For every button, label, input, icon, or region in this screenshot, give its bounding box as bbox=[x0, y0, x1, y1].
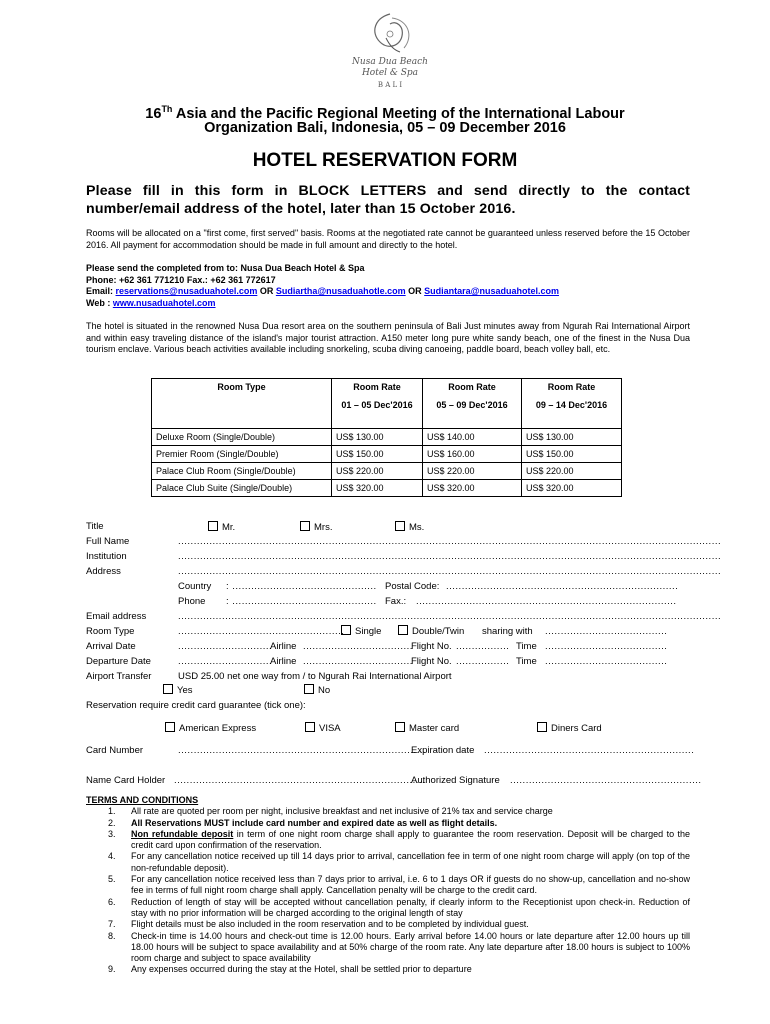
expiration-label: Expiration date bbox=[411, 745, 475, 756]
header-rate-period3 bbox=[522, 379, 622, 429]
title-mr-option[interactable] bbox=[208, 521, 235, 533]
contact-send-to: Please send the completed from to: Nusa Dua Beach Hotel & Spa bbox=[86, 263, 365, 273]
hotel-logo bbox=[330, 10, 450, 92]
country-field[interactable]: : .............................................. bbox=[226, 581, 377, 592]
contact-block bbox=[86, 263, 690, 309]
meeting-title-line2: Organization Bali, Indonesia, 05 – 09 December 2016 bbox=[204, 120, 566, 136]
list-item bbox=[86, 897, 690, 920]
email-label: Email: bbox=[86, 286, 116, 296]
term-text-emphasis: Non refundable deposit bbox=[131, 828, 234, 839]
institution-label: Institution bbox=[86, 551, 127, 562]
rate-cell: US$ 140.00 bbox=[423, 429, 522, 446]
address-field[interactable]: ............................................................................................................................................................................. bbox=[178, 566, 722, 577]
room-type-label: Room Type bbox=[86, 626, 135, 637]
airport-transfer-text: USD 25.00 net one way from / to Ngurah Rai International Airport bbox=[178, 671, 452, 682]
rate-cell: US$ 160.00 bbox=[423, 446, 522, 463]
expiration-field[interactable]: ................................................................... bbox=[484, 745, 695, 756]
header-label: Room Rate bbox=[448, 382, 496, 392]
arrival-date-field[interactable]: .............................. bbox=[178, 641, 273, 652]
transfer-yes-option[interactable] bbox=[163, 684, 193, 696]
sharing-with-label: sharing with bbox=[482, 626, 533, 637]
mr-label: Mr. bbox=[222, 522, 236, 533]
header-rate-period2 bbox=[423, 379, 522, 429]
title-label: Title bbox=[86, 521, 104, 532]
terms-and-conditions bbox=[86, 795, 690, 976]
ms-label: Ms. bbox=[409, 522, 425, 533]
phone-label: Phone bbox=[178, 596, 206, 607]
visa-checkbox[interactable] bbox=[305, 722, 315, 732]
double-twin-label: Double/Twin bbox=[412, 626, 465, 637]
contact-email-line bbox=[86, 286, 690, 298]
arrival-airline-field[interactable]: ................................... bbox=[303, 641, 413, 652]
term-text: in term of one night room charge shall apply to guarantee the room reservation. Deposit will be charged to the credit card upon confirmation of the reservation. bbox=[131, 828, 690, 851]
departure-time-label: Time bbox=[516, 656, 537, 667]
table-row bbox=[152, 446, 622, 463]
term-text: Reduction of length of stay will be accepted without cancellation penalty, if clearly inform to the Receptionist upon check-in. Reduction of stay with no prior information will be charged according to the original length of stay bbox=[131, 896, 690, 918]
institution-field[interactable]: ............................................................................................................................................................................. bbox=[178, 551, 722, 562]
terms-heading: TERMS AND CONDITIONS bbox=[86, 795, 199, 805]
rate-cell: US$ 130.00 bbox=[332, 429, 423, 446]
logo-line3: B A L I bbox=[377, 81, 403, 89]
mastercard-label: Master card bbox=[409, 723, 460, 734]
no-label: No bbox=[318, 685, 331, 696]
term-text: Check-in time is 14.00 hours and check-out time is 12.00 hours. Early arrival before 14.00 hours or late departure after 12.00 hours up till 18.00 hours will be subject to space availability and at 50% charge of the room rate. Any late departure after 18.00 hours is subject to 100% room charge and subject to space availability bbox=[131, 930, 690, 964]
rate-cell: US$ 320.00 bbox=[332, 480, 423, 497]
email-link-reservations[interactable]: reservations@nusaduahotel.com bbox=[115, 286, 258, 296]
term-number: 5. bbox=[108, 874, 116, 885]
country-label: Country bbox=[178, 581, 212, 592]
double-twin-checkbox[interactable] bbox=[398, 625, 408, 635]
rate-cell: US$ 220.00 bbox=[423, 463, 522, 480]
mrs-checkbox[interactable] bbox=[300, 521, 310, 531]
address-label: Address bbox=[86, 566, 121, 577]
list-item bbox=[86, 964, 690, 975]
amex-option[interactable] bbox=[165, 722, 256, 734]
website-link[interactable]: www.nusaduahotel.com bbox=[112, 297, 216, 308]
meeting-ordinal: 16 bbox=[145, 105, 162, 122]
full-name-label: Full Name bbox=[86, 536, 130, 547]
mrs-label: Mrs. bbox=[314, 522, 333, 533]
list-item bbox=[86, 931, 690, 965]
ms-checkbox[interactable] bbox=[395, 521, 405, 531]
table-row bbox=[152, 480, 622, 497]
meeting-line1-text: Asia and the Pacific Regional Meeting of the International Labour bbox=[172, 105, 625, 122]
header-label: Room Type bbox=[217, 382, 266, 392]
meeting-ordinal-suffix: Th bbox=[161, 104, 173, 114]
web-label: Web : bbox=[86, 297, 113, 308]
list-item bbox=[86, 919, 690, 930]
email-link-sudiartha[interactable]: Sudiartha@nusaduahotle.com bbox=[275, 286, 406, 296]
term-text: For any cancellation notice received less than 7 days prior to arrival, i.e. 6 to 1 days OR if guests do no show-up, cancellation and no-show fee in terms of full night room charge shall apply. Cancellation penalty will be charge to the credit card. bbox=[131, 874, 690, 896]
departure-airline-field[interactable]: ................................... bbox=[303, 656, 413, 667]
email-address-label: Email address bbox=[86, 611, 147, 622]
postal-code-label: Postal Code: bbox=[385, 581, 440, 592]
double-twin-option[interactable] bbox=[398, 625, 464, 637]
rate-cell: US$ 220.00 bbox=[332, 463, 423, 480]
hotel-description: The hotel is situated in the renowned Nusa Dua resort area on the southern peninsula of Bali Just minutes away from Ngurah Rai International Airport and within easy traveling distance of the island's major tourist attraction. A150 meter long pure white sandy beach, one of the finest in the Nusa Dua tourism enclave. Various beach activities available including snorkeling, scuba diving canoeing, paddle board, beach volley ball, etc. bbox=[86, 321, 690, 354]
list-item bbox=[86, 851, 690, 874]
room-rates-table bbox=[151, 378, 622, 497]
table-row bbox=[152, 463, 622, 480]
single-label: Single bbox=[355, 626, 382, 637]
form-title: HOTEL RESERVATION FORM bbox=[252, 150, 518, 171]
room-type-cell: Deluxe Room (Single/Double) bbox=[152, 429, 332, 446]
full-name-field[interactable]: ............................................................................................................................................................................. bbox=[178, 536, 722, 547]
header-label: Room Rate bbox=[547, 382, 596, 392]
arrival-flight-field[interactable]: ................. bbox=[456, 641, 510, 652]
visa-label: VISA bbox=[319, 723, 341, 734]
list-item bbox=[86, 829, 690, 852]
term-text: All rate are quoted per room per night, inclusive breakfast and net inclusive of 21% tax and service charge bbox=[131, 806, 553, 817]
rate-cell: US$ 220.00 bbox=[522, 463, 622, 480]
period-label: 09 – 14 Dec'2016 bbox=[535, 400, 608, 410]
departure-flight-label: Flight No. bbox=[411, 656, 452, 667]
period-label: 01 – 05 Dec'2016 bbox=[341, 400, 413, 410]
arrival-flight-label: Flight No. bbox=[411, 641, 452, 652]
term-number: 2. bbox=[108, 817, 116, 828]
rates-header-row bbox=[152, 379, 622, 429]
contact-phone-fax: Phone: +62 361 771210 Fax.: +62 361 772617 bbox=[86, 274, 276, 285]
room-type-cell: Premier Room (Single/Double) bbox=[152, 446, 332, 463]
fax-label: Fax.: bbox=[385, 596, 407, 607]
airport-transfer-label: Airport Transfer bbox=[86, 671, 152, 682]
departure-date-label: Departure Date bbox=[86, 656, 151, 667]
rate-cell: US$ 320.00 bbox=[522, 480, 622, 497]
room-type-field[interactable]: ..................................................... bbox=[178, 626, 345, 637]
or-separator: OR bbox=[405, 286, 425, 296]
single-option[interactable] bbox=[341, 625, 381, 637]
departure-flight-field[interactable]: ................. bbox=[456, 656, 510, 667]
card-holder-label: Name Card Holder bbox=[86, 775, 166, 786]
term-number: 9. bbox=[108, 964, 116, 975]
departure-date-field[interactable]: .............................. bbox=[178, 656, 273, 667]
arrival-time-label: Time bbox=[516, 641, 537, 652]
term-number: 8. bbox=[108, 930, 116, 941]
transfer-no-option[interactable] bbox=[304, 684, 330, 696]
header-label: Room Rate bbox=[353, 382, 401, 392]
or-separator: OR bbox=[257, 286, 276, 296]
amex-checkbox[interactable] bbox=[165, 722, 175, 732]
visa-option[interactable] bbox=[305, 722, 341, 734]
diners-label: Diners Card bbox=[551, 723, 602, 734]
room-type-cell: Palace Club Room (Single/Double) bbox=[152, 463, 332, 480]
header-rate-period1 bbox=[332, 379, 423, 429]
rate-cell: US$ 130.00 bbox=[522, 429, 622, 446]
terms-list bbox=[86, 806, 690, 975]
logo-line2: Hotel & Spa bbox=[361, 68, 419, 78]
email-address-field[interactable]: ............................................................................................................................................................................. bbox=[178, 611, 722, 622]
rate-cell: US$ 150.00 bbox=[522, 446, 622, 463]
yes-checkbox[interactable] bbox=[163, 684, 173, 694]
table-row bbox=[152, 429, 622, 446]
list-item bbox=[86, 818, 690, 829]
diners-option[interactable] bbox=[537, 722, 602, 734]
mastercard-checkbox[interactable] bbox=[395, 722, 405, 732]
title-ms-option[interactable] bbox=[395, 521, 424, 533]
rate-cell: US$ 150.00 bbox=[332, 446, 423, 463]
term-text: All Reservations MUST include card number and expired date as well as flight details. bbox=[131, 817, 498, 828]
header-room-type bbox=[152, 379, 332, 429]
arrival-airline-label: Airline bbox=[270, 641, 297, 652]
term-text: For any cancellation notice received up till 14 days prior to arrival, cancellation fee in term of one night room charge will apply (on top of the non-refundable deposit). bbox=[131, 851, 690, 873]
term-text: Flight details must be also included in the room reservation and to be completed by individual guest. bbox=[131, 919, 529, 930]
arrival-time-field[interactable]: ....................................... bbox=[545, 641, 668, 652]
rate-cell: US$ 320.00 bbox=[423, 480, 522, 497]
single-checkbox[interactable] bbox=[341, 625, 351, 635]
hotel-logo-icon bbox=[330, 10, 450, 92]
mastercard-option[interactable] bbox=[395, 722, 459, 734]
term-number: 3. bbox=[108, 828, 116, 839]
allocation-note: Rooms will be allocated on a "first come, first served" basis. Rooms at the negotiated rate cannot be guaranteed unless reserved before the 15 October 2016. All payment for accommodation should be made in full amount and directly to the hotel. bbox=[86, 228, 690, 250]
card-holder-field[interactable]: ................................................................................ bbox=[174, 775, 426, 786]
sharing-with-field[interactable]: ....................................... bbox=[545, 626, 668, 637]
term-number: 4. bbox=[108, 851, 116, 862]
term-text: Any expenses occurred during the stay at the Hotel, shall be settled prior to departure bbox=[131, 964, 472, 975]
arrival-date-label: Arrival Date bbox=[86, 641, 136, 652]
departure-time-field[interactable]: ....................................... bbox=[545, 656, 668, 667]
signature-label: Authorized Signature bbox=[411, 775, 500, 786]
logo-line1: Nusa Dua Beach bbox=[352, 57, 428, 67]
email-link-sudiantara[interactable]: Sudiantara@nusaduahotel.com bbox=[424, 286, 559, 296]
signature-field[interactable]: ............................................................. bbox=[510, 775, 702, 786]
term-number: 1. bbox=[108, 806, 116, 817]
no-checkbox[interactable] bbox=[304, 684, 314, 694]
diners-checkbox[interactable] bbox=[537, 722, 547, 732]
list-item bbox=[86, 874, 690, 897]
term-number: 7. bbox=[108, 919, 116, 930]
departure-airline-label: Airline bbox=[270, 656, 297, 667]
list-item bbox=[86, 806, 690, 817]
room-type-cell: Palace Club Suite (Single/Double) bbox=[152, 480, 332, 497]
mr-checkbox[interactable] bbox=[208, 521, 218, 531]
fax-field[interactable]: ................................................................................... bbox=[416, 596, 677, 607]
contact-web-line bbox=[86, 298, 690, 310]
card-number-field[interactable]: ............................................................................... bbox=[178, 745, 427, 756]
phone-field[interactable]: : .............................................. bbox=[226, 596, 377, 607]
instruction-text: Please fill in this form in BLOCK LETTERS and send directly to the contact number/email address of the hotel, later than 15 October 2016. bbox=[86, 183, 690, 217]
period-label: 05 – 09 Dec'2016 bbox=[436, 400, 508, 410]
yes-label: Yes bbox=[177, 685, 193, 696]
card-number-label: Card Number bbox=[86, 745, 144, 756]
card-guarantee-label: Reservation require credit card guarantee (tick one): bbox=[86, 700, 306, 711]
amex-label: American Express bbox=[179, 723, 257, 734]
postal-code-field[interactable]: .......................................................................... bbox=[446, 581, 679, 592]
term-number: 6. bbox=[108, 896, 116, 907]
title-mrs-option[interactable] bbox=[300, 521, 332, 533]
